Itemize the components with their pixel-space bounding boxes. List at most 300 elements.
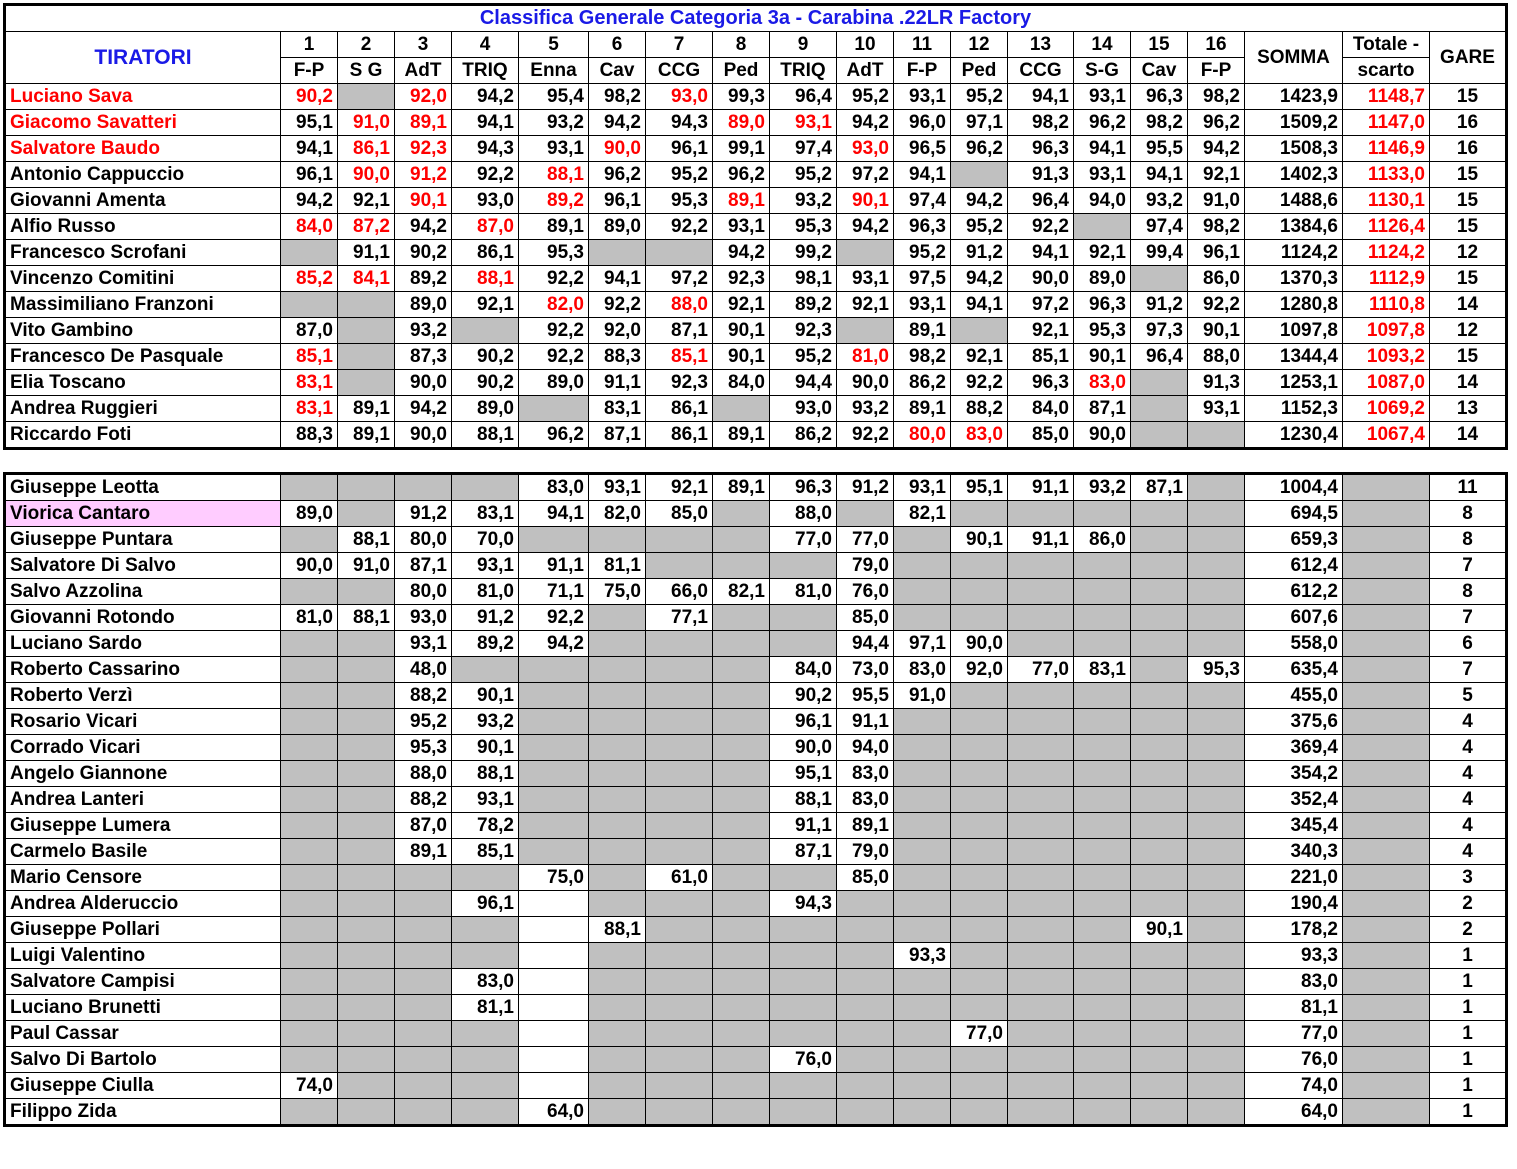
totale-cell: 1147,0 bbox=[1343, 110, 1430, 136]
score-cell: 93,2 bbox=[452, 709, 519, 735]
score-cell: 94,2 bbox=[837, 110, 894, 136]
score-cell: 95,2 bbox=[837, 84, 894, 110]
score-cell: 89,1 bbox=[519, 214, 589, 240]
score-cell: 88,1 bbox=[452, 266, 519, 292]
score-cell: 91,2 bbox=[395, 501, 452, 527]
score-cell: 80,0 bbox=[395, 579, 452, 605]
score-cell: 96,2 bbox=[1074, 110, 1131, 136]
somma-cell: 345,4 bbox=[1245, 813, 1343, 839]
score-cell bbox=[338, 761, 395, 787]
gare-cell: 1 bbox=[1430, 1099, 1507, 1126]
score-cell bbox=[338, 501, 395, 527]
score-cell: 94,2 bbox=[452, 84, 519, 110]
score-cell bbox=[589, 891, 646, 917]
score-cell bbox=[1188, 943, 1245, 969]
scarto-header: scarto bbox=[1343, 58, 1430, 84]
score-cell: 95,1 bbox=[770, 761, 837, 787]
score-cell: 83,1 bbox=[589, 396, 646, 422]
score-cell bbox=[338, 631, 395, 657]
score-cell bbox=[646, 891, 713, 917]
score-cell: 88,1 bbox=[338, 605, 395, 631]
score-cell: 81,0 bbox=[281, 605, 338, 631]
score-cell bbox=[281, 474, 338, 501]
score-cell: 75,0 bbox=[589, 579, 646, 605]
table-row bbox=[5, 839, 1507, 865]
score-cell bbox=[894, 605, 951, 631]
score-cell: 83,1 bbox=[281, 396, 338, 422]
score-cell: 92,2 bbox=[452, 162, 519, 188]
score-cell: 71,1 bbox=[519, 579, 589, 605]
score-cell: 94,2 bbox=[589, 110, 646, 136]
gare-cell: 1 bbox=[1430, 969, 1507, 995]
score-cell bbox=[1188, 605, 1245, 631]
totale-cell: 1087,0 bbox=[1343, 370, 1430, 396]
totale-cell bbox=[1343, 917, 1430, 943]
score-cell bbox=[589, 657, 646, 683]
score-cell: 84,0 bbox=[770, 657, 837, 683]
score-cell bbox=[713, 839, 770, 865]
score-cell: 90,1 bbox=[452, 683, 519, 709]
score-cell: 91,2 bbox=[395, 162, 452, 188]
score-cell bbox=[894, 787, 951, 813]
score-cell bbox=[646, 683, 713, 709]
score-cell: 99,4 bbox=[1131, 240, 1188, 266]
score-cell: 91,2 bbox=[452, 605, 519, 631]
race-number-header: 15 bbox=[1131, 32, 1188, 58]
score-cell: 95,3 bbox=[519, 240, 589, 266]
race-number-header: 11 bbox=[894, 32, 951, 58]
score-cell: 90,1 bbox=[837, 188, 894, 214]
score-cell bbox=[646, 969, 713, 995]
score-cell bbox=[281, 579, 338, 605]
score-cell: 91,1 bbox=[837, 709, 894, 735]
shooter-name: Elia Toscano bbox=[5, 370, 281, 396]
score-cell bbox=[589, 943, 646, 969]
score-cell: 90,0 bbox=[1074, 422, 1131, 449]
score-cell: 90,0 bbox=[395, 370, 452, 396]
shooter-name: Luciano Sava bbox=[5, 84, 281, 110]
score-cell bbox=[519, 761, 589, 787]
score-cell: 95,3 bbox=[770, 214, 837, 240]
score-cell: 87,3 bbox=[395, 344, 452, 370]
score-cell: 88,0 bbox=[770, 501, 837, 527]
score-cell: 94,2 bbox=[281, 188, 338, 214]
score-cell: 93,0 bbox=[646, 84, 713, 110]
score-cell: 86,0 bbox=[1074, 527, 1131, 553]
table-row bbox=[5, 891, 1507, 917]
somma-cell: 694,5 bbox=[1245, 501, 1343, 527]
score-cell: 94,0 bbox=[1074, 188, 1131, 214]
score-cell bbox=[281, 761, 338, 787]
score-cell bbox=[519, 1073, 589, 1099]
totale-cell bbox=[1343, 761, 1430, 787]
score-cell: 86,1 bbox=[646, 422, 713, 449]
score-cell: 93,3 bbox=[894, 943, 951, 969]
score-cell: 81,1 bbox=[589, 553, 646, 579]
totale-cell: 1148,7 bbox=[1343, 84, 1430, 110]
score-cell bbox=[1131, 839, 1188, 865]
shooter-name: Carmelo Basile bbox=[5, 839, 281, 865]
score-cell: 92,2 bbox=[519, 344, 589, 370]
score-cell: 94,3 bbox=[770, 891, 837, 917]
score-cell: 89,2 bbox=[519, 188, 589, 214]
score-cell bbox=[281, 292, 338, 318]
score-cell: 80,0 bbox=[894, 422, 951, 449]
score-cell bbox=[1131, 787, 1188, 813]
score-cell: 93,1 bbox=[452, 553, 519, 579]
score-cell bbox=[1188, 474, 1245, 501]
score-cell bbox=[646, 943, 713, 969]
score-cell: 88,1 bbox=[452, 422, 519, 449]
score-cell bbox=[1188, 553, 1245, 579]
score-cell bbox=[452, 1021, 519, 1047]
score-cell bbox=[589, 605, 646, 631]
score-cell bbox=[589, 240, 646, 266]
score-cell: 90,0 bbox=[770, 735, 837, 761]
score-cell bbox=[894, 891, 951, 917]
score-cell bbox=[713, 943, 770, 969]
score-cell bbox=[519, 995, 589, 1021]
score-cell bbox=[519, 735, 589, 761]
score-cell bbox=[589, 1047, 646, 1073]
score-cell: 91,3 bbox=[1008, 162, 1074, 188]
score-cell bbox=[395, 943, 452, 969]
somma-cell: 375,6 bbox=[1245, 709, 1343, 735]
score-cell: 85,0 bbox=[1008, 422, 1074, 449]
totale-cell bbox=[1343, 631, 1430, 657]
score-cell: 87,2 bbox=[338, 214, 395, 240]
score-cell: 98,2 bbox=[589, 84, 646, 110]
table-row bbox=[5, 527, 1507, 553]
score-cell: 95,2 bbox=[395, 709, 452, 735]
score-cell: 48,0 bbox=[395, 657, 452, 683]
score-cell: 92,0 bbox=[951, 657, 1008, 683]
score-cell bbox=[1074, 995, 1131, 1021]
somma-cell: 1370,3 bbox=[1245, 266, 1343, 292]
score-cell bbox=[837, 943, 894, 969]
score-cell bbox=[1131, 1047, 1188, 1073]
score-cell bbox=[1008, 1047, 1074, 1073]
score-cell: 83,0 bbox=[951, 422, 1008, 449]
shooter-name: Giuseppe Leotta bbox=[5, 474, 281, 501]
score-cell: 85,0 bbox=[837, 865, 894, 891]
score-cell bbox=[713, 396, 770, 422]
race-code-header: AdT bbox=[395, 58, 452, 84]
score-cell bbox=[713, 1073, 770, 1099]
gare-cell: 4 bbox=[1430, 787, 1507, 813]
gare-cell: 4 bbox=[1430, 839, 1507, 865]
score-cell bbox=[338, 891, 395, 917]
score-cell bbox=[646, 527, 713, 553]
score-cell bbox=[951, 709, 1008, 735]
score-cell: 96,2 bbox=[519, 422, 589, 449]
score-cell bbox=[951, 683, 1008, 709]
somma-cell: 74,0 bbox=[1245, 1073, 1343, 1099]
score-cell: 87,1 bbox=[1074, 396, 1131, 422]
table-row bbox=[5, 292, 1507, 318]
score-cell: 94,2 bbox=[519, 631, 589, 657]
somma-cell: 1384,6 bbox=[1245, 214, 1343, 240]
race-number-header: 8 bbox=[713, 32, 770, 58]
somma-cell: 1253,1 bbox=[1245, 370, 1343, 396]
score-cell bbox=[281, 839, 338, 865]
score-cell bbox=[395, 969, 452, 995]
shooter-name: Viorica Cantaro bbox=[5, 501, 281, 527]
gare-cell: 6 bbox=[1430, 631, 1507, 657]
score-cell: 96,1 bbox=[1188, 240, 1245, 266]
score-cell bbox=[646, 761, 713, 787]
score-cell: 92,2 bbox=[837, 422, 894, 449]
race-number-header: 3 bbox=[395, 32, 452, 58]
shooter-name: Vincenzo Comitini bbox=[5, 266, 281, 292]
score-cell bbox=[646, 1099, 713, 1126]
table-row bbox=[5, 657, 1507, 683]
score-cell: 88,1 bbox=[452, 761, 519, 787]
score-cell: 92,2 bbox=[1188, 292, 1245, 318]
table-row bbox=[5, 995, 1507, 1021]
score-cell: 92,1 bbox=[837, 292, 894, 318]
gare-cell: 14 bbox=[1430, 370, 1507, 396]
score-cell: 91,0 bbox=[894, 683, 951, 709]
shooter-name: Paul Cassar bbox=[5, 1021, 281, 1047]
score-cell: 92,1 bbox=[1008, 318, 1074, 344]
score-cell bbox=[770, 917, 837, 943]
score-cell bbox=[1188, 422, 1245, 449]
score-cell bbox=[281, 1021, 338, 1047]
score-cell: 96,4 bbox=[1008, 188, 1074, 214]
gare-cell: 3 bbox=[1430, 865, 1507, 891]
shooter-name: Salvo Azzolina bbox=[5, 579, 281, 605]
score-cell: 87,0 bbox=[395, 813, 452, 839]
score-cell: 90,0 bbox=[1008, 266, 1074, 292]
score-cell bbox=[1131, 657, 1188, 683]
score-cell bbox=[519, 813, 589, 839]
totale-cell bbox=[1343, 683, 1430, 709]
race-number-header: 6 bbox=[589, 32, 646, 58]
score-cell: 90,2 bbox=[452, 344, 519, 370]
gare-cell: 1 bbox=[1430, 1047, 1507, 1073]
score-cell bbox=[589, 969, 646, 995]
score-cell: 82,1 bbox=[713, 579, 770, 605]
score-cell bbox=[1131, 813, 1188, 839]
score-cell bbox=[770, 995, 837, 1021]
score-cell: 92,1 bbox=[646, 474, 713, 501]
score-cell: 99,3 bbox=[713, 84, 770, 110]
score-cell bbox=[395, 891, 452, 917]
score-cell: 87,1 bbox=[589, 422, 646, 449]
score-cell: 97,2 bbox=[1008, 292, 1074, 318]
score-cell bbox=[1008, 501, 1074, 527]
score-cell bbox=[519, 787, 589, 813]
score-cell bbox=[452, 657, 519, 683]
totale-cell bbox=[1343, 605, 1430, 631]
shooter-name: Corrado Vicari bbox=[5, 735, 281, 761]
score-cell bbox=[1188, 1021, 1245, 1047]
score-cell: 89,1 bbox=[338, 396, 395, 422]
score-cell bbox=[951, 318, 1008, 344]
score-cell: 90,1 bbox=[1074, 344, 1131, 370]
score-cell bbox=[1074, 735, 1131, 761]
totale-cell bbox=[1343, 943, 1430, 969]
score-cell bbox=[281, 631, 338, 657]
gare-cell: 11 bbox=[1430, 474, 1507, 501]
shooter-name: Massimiliano Franzoni bbox=[5, 292, 281, 318]
score-cell: 91,1 bbox=[519, 553, 589, 579]
score-cell bbox=[281, 683, 338, 709]
score-cell bbox=[1131, 422, 1188, 449]
table-row bbox=[5, 943, 1507, 969]
score-cell bbox=[338, 683, 395, 709]
score-cell: 92,1 bbox=[951, 344, 1008, 370]
table-row bbox=[5, 813, 1507, 839]
score-cell bbox=[1008, 1021, 1074, 1047]
score-cell bbox=[646, 709, 713, 735]
table-row bbox=[5, 553, 1507, 579]
score-cell bbox=[951, 1099, 1008, 1126]
table-row bbox=[5, 1099, 1507, 1126]
score-cell: 84,0 bbox=[281, 214, 338, 240]
score-cell bbox=[589, 709, 646, 735]
race-code-header: Enna bbox=[519, 58, 589, 84]
gare-cell: 8 bbox=[1430, 501, 1507, 527]
shooter-name: Roberto Verzì bbox=[5, 683, 281, 709]
score-cell: 93,1 bbox=[894, 84, 951, 110]
score-cell: 94,1 bbox=[519, 501, 589, 527]
score-cell: 82,1 bbox=[894, 501, 951, 527]
score-cell bbox=[951, 891, 1008, 917]
score-cell: 93,2 bbox=[1074, 474, 1131, 501]
score-cell bbox=[1188, 969, 1245, 995]
totale-cell bbox=[1343, 891, 1430, 917]
score-cell: 93,1 bbox=[894, 292, 951, 318]
score-cell: 94,2 bbox=[395, 214, 452, 240]
table-row bbox=[5, 735, 1507, 761]
score-cell bbox=[338, 1099, 395, 1126]
score-cell bbox=[1131, 631, 1188, 657]
score-cell: 95,3 bbox=[1188, 657, 1245, 683]
score-cell bbox=[1074, 943, 1131, 969]
score-cell bbox=[894, 865, 951, 891]
score-cell bbox=[713, 865, 770, 891]
score-cell bbox=[646, 1073, 713, 1099]
gare-cell: 4 bbox=[1430, 761, 1507, 787]
score-cell bbox=[1008, 969, 1074, 995]
score-cell bbox=[894, 527, 951, 553]
score-cell: 90,0 bbox=[395, 422, 452, 449]
score-cell bbox=[713, 1021, 770, 1047]
score-cell bbox=[1131, 943, 1188, 969]
shooter-name: Giacomo Savatteri bbox=[5, 110, 281, 136]
table-row bbox=[5, 579, 1507, 605]
race-code-header: S G bbox=[338, 58, 395, 84]
totale-cell bbox=[1343, 1073, 1430, 1099]
score-cell bbox=[395, 474, 452, 501]
score-cell: 94,4 bbox=[770, 370, 837, 396]
somma-cell: 190,4 bbox=[1245, 891, 1343, 917]
score-cell bbox=[1074, 839, 1131, 865]
score-cell: 96,5 bbox=[894, 136, 951, 162]
shooter-name: Giuseppe Pollari bbox=[5, 917, 281, 943]
score-cell: 93,1 bbox=[1188, 396, 1245, 422]
score-cell: 85,2 bbox=[281, 266, 338, 292]
somma-cell: 1004,4 bbox=[1245, 474, 1343, 501]
score-cell: 97,2 bbox=[837, 162, 894, 188]
score-cell bbox=[1131, 1099, 1188, 1126]
score-cell bbox=[951, 761, 1008, 787]
score-cell: 90,1 bbox=[1188, 318, 1245, 344]
race-number-header: 10 bbox=[837, 32, 894, 58]
score-cell: 94,1 bbox=[589, 266, 646, 292]
table-row bbox=[5, 188, 1507, 214]
somma-cell: 1124,2 bbox=[1245, 240, 1343, 266]
shooter-name: Antonio Cappuccio bbox=[5, 162, 281, 188]
score-cell bbox=[281, 527, 338, 553]
score-cell bbox=[281, 657, 338, 683]
table-row bbox=[5, 709, 1507, 735]
score-cell: 88,3 bbox=[589, 344, 646, 370]
score-cell: 90,0 bbox=[589, 136, 646, 162]
score-cell bbox=[1074, 605, 1131, 631]
score-cell: 76,0 bbox=[837, 579, 894, 605]
score-cell bbox=[519, 891, 589, 917]
totale-cell bbox=[1343, 1047, 1430, 1073]
score-cell: 84,1 bbox=[338, 266, 395, 292]
score-cell: 91,0 bbox=[338, 553, 395, 579]
score-cell bbox=[646, 657, 713, 683]
table-row bbox=[5, 917, 1507, 943]
score-cell bbox=[951, 553, 1008, 579]
score-cell bbox=[894, 813, 951, 839]
score-cell bbox=[713, 787, 770, 813]
score-cell bbox=[951, 735, 1008, 761]
score-cell bbox=[894, 553, 951, 579]
totale-cell bbox=[1343, 527, 1430, 553]
race-code-header: TRIQ bbox=[452, 58, 519, 84]
score-cell bbox=[1008, 891, 1074, 917]
somma-cell: 558,0 bbox=[1245, 631, 1343, 657]
score-cell bbox=[1074, 579, 1131, 605]
somma-cell: 607,6 bbox=[1245, 605, 1343, 631]
table-row bbox=[5, 474, 1507, 501]
gare-cell: 15 bbox=[1430, 188, 1507, 214]
score-cell bbox=[1074, 891, 1131, 917]
score-cell bbox=[951, 995, 1008, 1021]
score-cell: 89,0 bbox=[589, 214, 646, 240]
score-cell bbox=[338, 344, 395, 370]
score-cell bbox=[281, 917, 338, 943]
score-cell bbox=[281, 787, 338, 813]
score-cell: 81,0 bbox=[770, 579, 837, 605]
gare-header: GARE bbox=[1430, 32, 1507, 84]
totale-cell bbox=[1343, 969, 1430, 995]
score-cell bbox=[452, 865, 519, 891]
score-cell: 97,4 bbox=[1131, 214, 1188, 240]
score-cell: 96,4 bbox=[1131, 344, 1188, 370]
score-cell: 93,0 bbox=[395, 605, 452, 631]
score-cell bbox=[837, 995, 894, 1021]
score-cell: 97,4 bbox=[894, 188, 951, 214]
gare-cell: 12 bbox=[1430, 318, 1507, 344]
score-cell: 95,1 bbox=[951, 474, 1008, 501]
shooter-name: Vito Gambino bbox=[5, 318, 281, 344]
somma-cell: 76,0 bbox=[1245, 1047, 1343, 1073]
score-cell bbox=[519, 527, 589, 553]
score-cell bbox=[646, 917, 713, 943]
somma-cell: 93,3 bbox=[1245, 943, 1343, 969]
score-cell bbox=[1074, 865, 1131, 891]
score-cell: 89,1 bbox=[338, 422, 395, 449]
score-cell: 92,1 bbox=[1074, 240, 1131, 266]
